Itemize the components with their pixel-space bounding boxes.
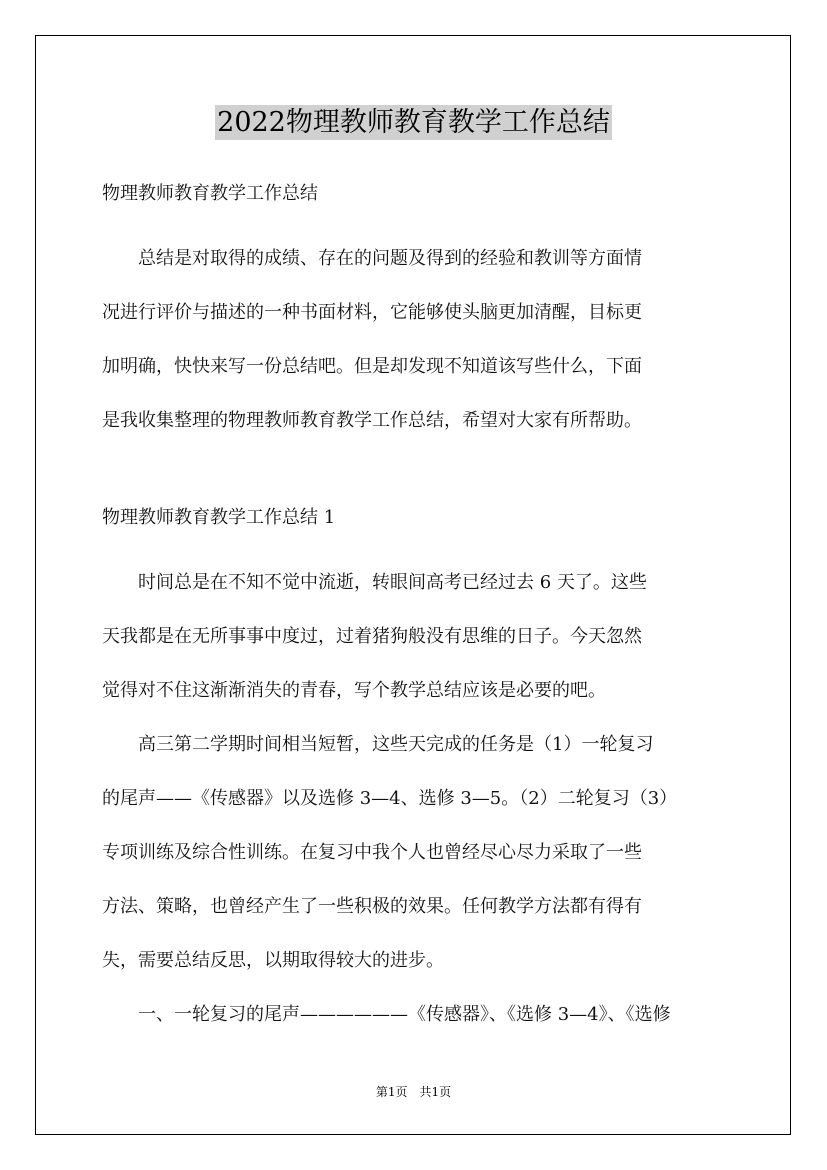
paragraph-3 [102, 988, 742, 1042]
text-line: 专项训练及综合性训练。在复习中我个人也曾经尽心尽力采取了一些 [102, 842, 642, 863]
text-line: 加明确，快快来写一份总结吧。但是却发现不知道该写些什么，下面 [102, 356, 642, 377]
paragraph-1 [102, 556, 742, 718]
text-line: 高三第二学期时间相当短暂，这些天完成的任务是（1）一轮复习 [102, 734, 654, 755]
text-line: 时间总是在不知不觉中流逝，转眼间高考已经过去 6 天了。这些 [102, 572, 647, 593]
document-title: 2022物理教师教育教学工作总结 [217, 107, 610, 138]
text-line: 是我收集整理的物理教师教育教学工作总结，希望对大家有所帮助。 [102, 410, 642, 431]
paragraph-2 [102, 718, 742, 988]
text-line: 总结是对取得的成绩、存在的问题及得到的经验和教训等方面情 [102, 248, 642, 269]
text-line: 况进行评价与描述的一种书面材料，它能够使头脑更加清醒，目标更 [102, 302, 642, 323]
subtitle: 物理教师教育教学工作总结 [102, 183, 318, 204]
text-line: 失，需要总结反思，以期取得较大的进步。 [102, 950, 444, 971]
text-line: 一、一轮复习的尾声——————《传感器》、《选修 3—4》、《选修 [102, 1004, 671, 1025]
text-line: 天我都是在无所事事中度过，过着猪狗般没有思维的日子。今天忽然 [102, 626, 642, 647]
section-heading: 物理教师教育教学工作总结 1 [102, 507, 336, 528]
intro-paragraph [102, 232, 742, 448]
text-line: 觉得对不住这渐渐消失的青春，写个教学总结应该是必要的吧。 [102, 680, 606, 701]
text-line: 的尾声——《传感器》以及选修 3—4、选修 3—5。（2）二轮复习（3） [102, 788, 678, 809]
text-line: 方法、策略，也曾经产生了一些积极的效果。任何教学方法都有得有 [102, 896, 642, 917]
page-footer: 第1页 共1页 [375, 1085, 452, 1099]
